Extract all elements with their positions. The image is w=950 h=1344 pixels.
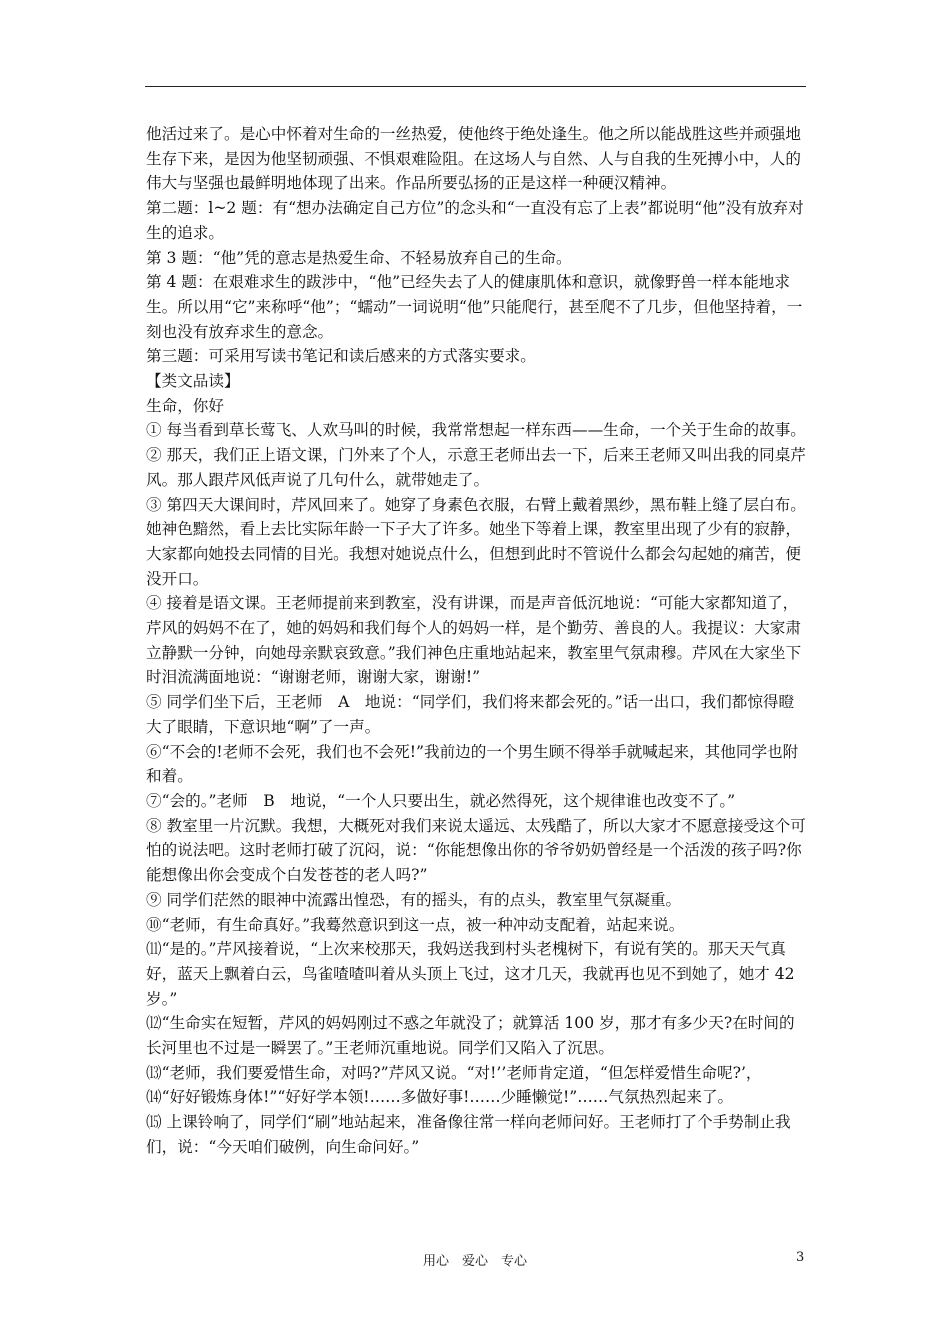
paragraph: ⑨ 同学们茫然的眼神中流露出惶恐，有的摇头，有的点头，教室里气氛凝重。 xyxy=(146,890,682,909)
paragraph: ③ 第四天大课间时，芹风回来了。她穿了身素色衣服，右臂上戴着黑纱，黑布鞋上缝了层白布。她神色黯然，看上去比实际年龄一下子大了许多。她坐下等着上课，教室里出现了少有的寂静，大家都向她投去同情的目光。我想对她说点什么，但想到此时不管说什么都会勾起她的痛苦，便没开口。 xyxy=(146,495,806,588)
paragraph: 第 3 题：“他”凭的意志是热爱生命、不轻易放弃自己的生命。 xyxy=(146,248,572,267)
paragraph: ⑾“是的。”芹风接着说，“上次来校那天，我妈送我到村头老槐树下，有说有笑的。那天天气真好，蓝天上飘着白云，鸟雀喳喳叫着从头顶上飞过，这才几天，我就再也见不到她了，她才 42 岁。” xyxy=(146,940,795,1008)
document-body xyxy=(146,122,808,1160)
article-title: 生命，你好 xyxy=(146,396,224,415)
paragraph: 他活过来了。是心中怀着对生命的一丝热爱，使他终于绝处逢生。他之所以能战胜这些并顽强地生存下来，是因为他坚韧顽强、不惧艰难险阻。在这场人与自然、人与自我的生死搏小中，人的伟大与坚强也最鲜明地体现了出来。作品所要弘扬的正是这样一种硬汉精神。 xyxy=(146,125,801,193)
paragraph: ⑦“会的。”老师 B 地说，“一个人只要出生，就必然得死，这个规律谁也改变不了。” xyxy=(146,791,736,810)
paragraph: 第三题：可采用写读书笔记和读后感来的方式落实要求。 xyxy=(146,347,536,366)
paragraph: ④ 接着是语文课。王老师提前来到教室，没有讲课，而是声音低沉地说：“可能大家都知道了，芹风的妈妈不在了，她的妈妈和我们每个人的妈妈一样，是个勤劳、善良的人。我提议：大家肃立静默一分钟，向她母亲默哀致意。”我们神色庄重地站起来，教室里气氛肃穆。芹风在大家坐下时泪流满面地说：“谢谢老师，谢谢大家，谢谢!” xyxy=(146,594,802,687)
paragraph: ② 那天，我们正上语文课，门外来了个人，示意王老师出去一下，后来王老师又叫出我的同桌芹风。那人跟芹风低声说了几句什么，就带她走了。 xyxy=(146,446,806,489)
paragraph: ⑿“生命实在短暂，芹风的妈妈刚过不惑之年就没了；就算活 100 岁，那才有多少天?在时间的长河里也不过是一瞬罢了。”王老师沉重地说。同学们又陷入了沉思。 xyxy=(146,1014,795,1058)
paragraph: ⑥“不会的!老师不会死，我们也不会死!”我前边的一个男生顾不得举手就喊起来，其他同学也附和着。 xyxy=(146,742,799,786)
header-rule xyxy=(145,86,806,87)
paragraph: ⒁“好好锻炼身体!”“好好学本领!……多做好事!……少睡懒觉!”……气氛热烈起来了。 xyxy=(146,1088,734,1107)
paragraph: ⑤ 同学们坐下后，王老师 A 地说：“同学们，我们将来都会死的。”话一出口，我们都惊得瞪大了眼睛，下意识地“啊”了一声。 xyxy=(146,693,795,736)
paragraph: ① 每当看到草长莺飞、人欢马叫的时候，我常常想起一样东西——生命，一个关于生命的故事。 xyxy=(146,421,806,440)
section-heading: 【类文品读】 xyxy=(146,372,240,391)
paragraph: ⑧ 教室里一片沉默。我想，大概死对我们来说太遥远、太残酷了，所以大家才不愿意接受这个可怕的说法吧。这时老师打破了沉闷，说：“你能想像出你的爷爷奶奶曾经是一个活泼的孩子吗?你能想像出你会变成个白发苍苍的老人吗?” xyxy=(146,816,806,885)
paragraph: 第 4 题：在艰难求生的跋涉中，“他”已经失去了人的健康肌体和意识，就像野兽一样本能地求生。所以用“它”来称呼“他”；“蠕动”一词说明“他”只能爬行，甚至爬不了几步，但他坚持着，一刻也没有放弃求生的意念。 xyxy=(146,273,803,341)
paragraph: ⑩“老师，有生命真好。”我蓦然意识到这一点，被一种冲动支配着，站起来说。 xyxy=(146,915,685,934)
page-number: 3 xyxy=(796,1250,805,1265)
paragraph: 第二题：l~2 题：有“想办法确定自己方位”的念头和“一直没有忘了上表”都说明“他”没有放弃对生的追求。 xyxy=(146,199,804,242)
footer-motto: 用心 爱心 专心 xyxy=(422,1254,527,1269)
paragraph: ⒀“老师，我们要爱惜生命，对吗?”芹风又说。“对!’’老师肯定道，“但怎样爱惜生命呢?’， xyxy=(146,1063,762,1082)
paragraph: ⒂ 上课铃响了，同学们“刷”地站起来，准备像往常一样向老师问好。王老师打了个手势制止我们，说：“今天咱们破例，向生命问好。” xyxy=(146,1113,791,1156)
